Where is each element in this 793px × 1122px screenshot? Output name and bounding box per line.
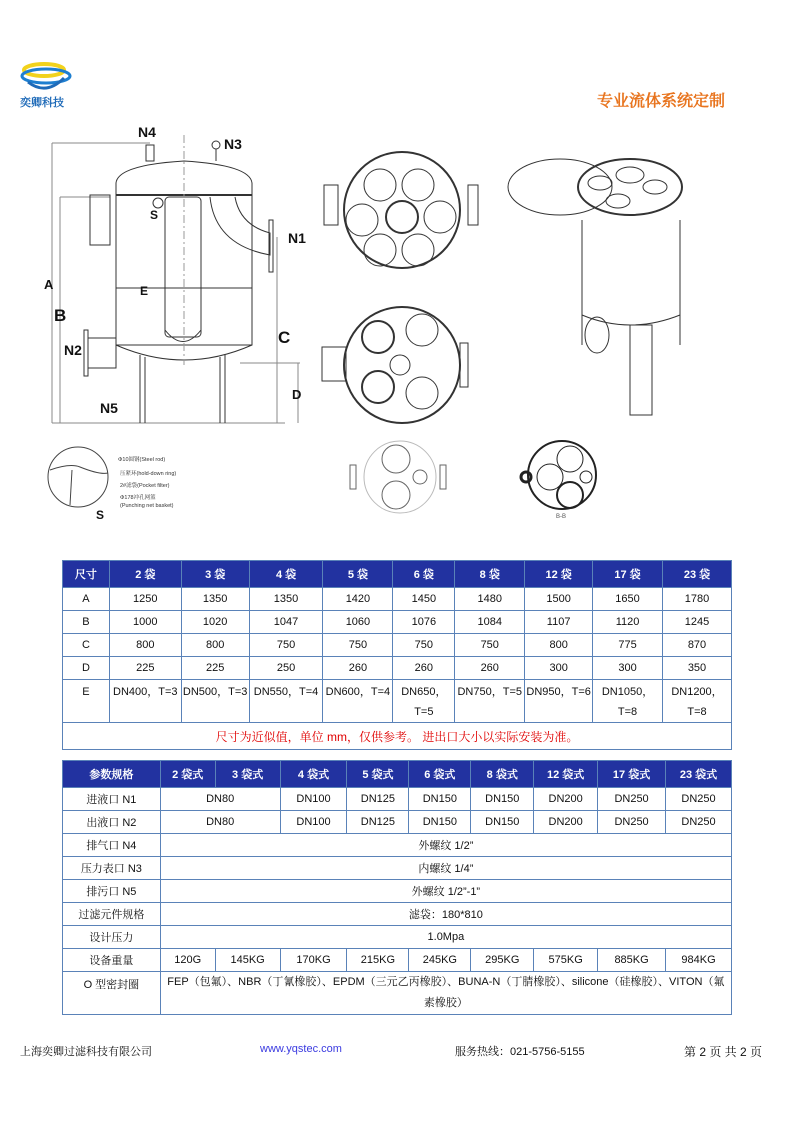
label-d: D — [292, 387, 302, 402]
cell: DN125 — [347, 811, 409, 834]
header-cell: 5 袋 — [323, 561, 393, 588]
cell: DN200 — [534, 811, 598, 834]
label-n2: N2 — [64, 342, 82, 358]
cell: 1245 — [663, 611, 732, 634]
header-cell: 3 袋 — [181, 561, 249, 588]
detail-s-label: S — [96, 508, 105, 522]
inlet-row — [63, 788, 732, 811]
cell: 225 — [181, 657, 249, 680]
header-cell: 4 袋式 — [280, 761, 347, 788]
cell: 1420 — [323, 588, 393, 611]
cell: 260 — [323, 657, 393, 680]
header-cell: 23 袋式 — [666, 761, 732, 788]
cell: 外螺纹 1/2” — [160, 834, 731, 857]
dimensions-note-row — [63, 723, 732, 750]
footer-company: 上海奕卿过滤科技有限公司 — [20, 1046, 152, 1058]
cell: 120G — [160, 949, 215, 972]
label-n4: N4 — [138, 125, 156, 140]
header-cell: 3 袋式 — [215, 761, 280, 788]
header-cell: 8 袋 — [455, 561, 525, 588]
dimensions-row — [63, 611, 732, 634]
header-cell: 6 袋 — [393, 561, 455, 588]
cell: 外螺纹 1/2”-1” — [160, 880, 731, 903]
cell: DN950，T=6 — [525, 680, 593, 723]
header-cell: 5 袋式 — [347, 761, 409, 788]
cell: 885KG — [598, 949, 666, 972]
cell: DN80 — [160, 811, 280, 834]
row-label: 设计压力 — [63, 926, 161, 949]
cell: 1047 — [249, 611, 323, 634]
dimensions-row — [63, 634, 732, 657]
cell: 750 — [455, 634, 525, 657]
isometric-view — [508, 159, 682, 415]
cell: 800 — [525, 634, 593, 657]
label-c: C — [278, 328, 291, 347]
detail-pocket-filter: 2#滤袋(Pocket filter) — [120, 483, 170, 489]
weight-row — [63, 949, 732, 972]
row-label: A — [63, 588, 110, 611]
cell: DN250 — [666, 788, 732, 811]
label-a: A — [44, 277, 54, 292]
pressure-row — [63, 926, 732, 949]
cell: 750 — [249, 634, 323, 657]
cell: DN550，T=4 — [249, 680, 323, 723]
label-s: S — [150, 208, 159, 222]
cell: 215KG — [347, 949, 409, 972]
row-label: 排污口 N5 — [63, 880, 161, 903]
row-label: C — [63, 634, 110, 657]
cell: 1350 — [249, 588, 323, 611]
cell: DN400，T=3 — [109, 680, 181, 723]
cell: 1650 — [593, 588, 663, 611]
cell: 775 — [593, 634, 663, 657]
header-cell: 尺寸 — [63, 561, 110, 588]
cell: DN150 — [409, 788, 471, 811]
header-cell: 参数规格 — [63, 761, 161, 788]
header-cell: 23 袋 — [663, 561, 732, 588]
cell: 1120 — [593, 611, 663, 634]
header-cell: 12 袋式 — [534, 761, 598, 788]
cell: FEP（包氟）、NBR（丁氰橡胶）、EPDM（三元乙丙橡胶）、BUNA-N（丁腈橡胶）、silicone（硅橡胶）、VITON（氟素橡胶） — [160, 972, 731, 1015]
header-cell: 6 袋式 — [409, 761, 471, 788]
header-cell: 2 袋 — [109, 561, 181, 588]
drain-row — [63, 880, 732, 903]
cell: DN150 — [409, 811, 471, 834]
cell: 984KG — [666, 949, 732, 972]
cell: DN1200，T=8 — [663, 680, 732, 723]
header-cell: 8 袋式 — [471, 761, 534, 788]
cell: DN650，T=5 — [393, 680, 455, 723]
cell: DN500，T=3 — [181, 680, 249, 723]
cell: 内螺纹 1/4” — [160, 857, 731, 880]
cell: 1.0Mpa — [160, 926, 731, 949]
dimensions-row — [63, 680, 732, 723]
header-cell: 12 袋 — [525, 561, 593, 588]
cell: 575KG — [534, 949, 598, 972]
cell: DN100 — [280, 788, 347, 811]
cell: DN750，T=5 — [455, 680, 525, 723]
cell: DN250 — [666, 811, 732, 834]
cell: 800 — [181, 634, 249, 657]
technical-drawing — [40, 125, 770, 530]
page-number: 第 2 页 共 2 页 — [684, 1045, 763, 1059]
detail-basket-en: (Punching net basket) — [120, 503, 174, 509]
cell: 1060 — [323, 611, 393, 634]
header-cell: 17 袋式 — [598, 761, 666, 788]
cell: DN100 — [280, 811, 347, 834]
footer-website-link[interactable]: www.yqstec.com — [260, 1043, 342, 1055]
cell: 滤袋：180*810 — [160, 903, 731, 926]
cell: 225 — [109, 657, 181, 680]
cell: 870 — [663, 634, 732, 657]
oring-row — [63, 972, 732, 1015]
cell: 1350 — [181, 588, 249, 611]
row-label: 设备重量 — [63, 949, 161, 972]
cell: 800 — [109, 634, 181, 657]
top-view-2-bag — [350, 441, 446, 513]
row-label: B — [63, 611, 110, 634]
top-view-4-bag — [322, 307, 468, 423]
label-n5: N5 — [100, 400, 118, 416]
cell: 1450 — [393, 588, 455, 611]
row-label: 压力表口 N3 — [63, 857, 161, 880]
row-label: O 型密封圈 — [63, 972, 161, 1015]
section-label: B-B — [556, 514, 567, 520]
cell: 170KG — [280, 949, 347, 972]
dimensions-note: 尺寸为近似值，单位 mm，仅供参考。 进出口大小以实际安装为准。 — [63, 723, 732, 750]
cell: DN250 — [598, 811, 666, 834]
header-cell: 4 袋 — [249, 561, 323, 588]
cell: 350 — [663, 657, 732, 680]
cell: 145KG — [215, 949, 280, 972]
header-cell: 17 袋 — [593, 561, 663, 588]
gauge-row — [63, 857, 732, 880]
parameters-header-row — [63, 761, 732, 788]
cell: DN150 — [471, 811, 534, 834]
dimensions-header-row — [63, 561, 732, 588]
slogan: 专业流体系统定制 — [597, 93, 726, 110]
parameters-table — [62, 760, 732, 1015]
row-label: 出液口 N2 — [63, 811, 161, 834]
cell: DN150 — [471, 788, 534, 811]
front-view — [52, 135, 300, 423]
outlet-row — [63, 811, 732, 834]
cell: 260 — [455, 657, 525, 680]
cell: 1084 — [455, 611, 525, 634]
detail-s-view — [48, 447, 108, 507]
cell: 245KG — [409, 949, 471, 972]
detail-basket-cn: Φ178冲孔网篮 — [120, 495, 156, 501]
top-view-7-bag — [324, 152, 478, 268]
dimensions-table — [62, 560, 732, 750]
cell: 1250 — [109, 588, 181, 611]
element-row — [63, 903, 732, 926]
label-b: B — [54, 306, 67, 325]
row-label: 排气口 N4 — [63, 834, 161, 857]
dimensions-row — [63, 657, 732, 680]
label-n3: N3 — [224, 136, 242, 152]
cell: 1076 — [393, 611, 455, 634]
cell: DN200 — [534, 788, 598, 811]
cell: 1780 — [663, 588, 732, 611]
detail-hold-down-ring: 压紧环(hold-down ring) — [120, 471, 177, 477]
cell: 300 — [593, 657, 663, 680]
cell: 1480 — [455, 588, 525, 611]
cell: 1020 — [181, 611, 249, 634]
cell: 1000 — [109, 611, 181, 634]
vent-row — [63, 834, 732, 857]
header-cell: 2 袋式 — [160, 761, 215, 788]
cell: 750 — [393, 634, 455, 657]
cell: 300 — [525, 657, 593, 680]
cell: 750 — [323, 634, 393, 657]
cell: 1107 — [525, 611, 593, 634]
row-label: 过滤元件规格 — [63, 903, 161, 926]
cell: DN125 — [347, 788, 409, 811]
cell: 1500 — [525, 588, 593, 611]
cell: DN80 — [160, 788, 280, 811]
dimensions-row — [63, 588, 732, 611]
row-label: E — [63, 680, 110, 723]
row-label: 进液口 N1 — [63, 788, 161, 811]
detail-steel-rod: Φ10圆钢(Steel rod) — [118, 457, 166, 463]
label-n1: N1 — [288, 230, 306, 246]
cell: DN600，T=4 — [323, 680, 393, 723]
cell: 295KG — [471, 949, 534, 972]
cell: DN1050，T=8 — [593, 680, 663, 723]
cell: 260 — [393, 657, 455, 680]
logo-text: 奕卿科技 — [20, 97, 64, 109]
cell: DN250 — [598, 788, 666, 811]
section-view-bb — [521, 441, 596, 509]
footer-hotline: 服务热线：021-5756-5155 — [455, 1046, 585, 1058]
cell: 250 — [249, 657, 323, 680]
row-label: D — [63, 657, 110, 680]
label-e: E — [140, 284, 149, 298]
